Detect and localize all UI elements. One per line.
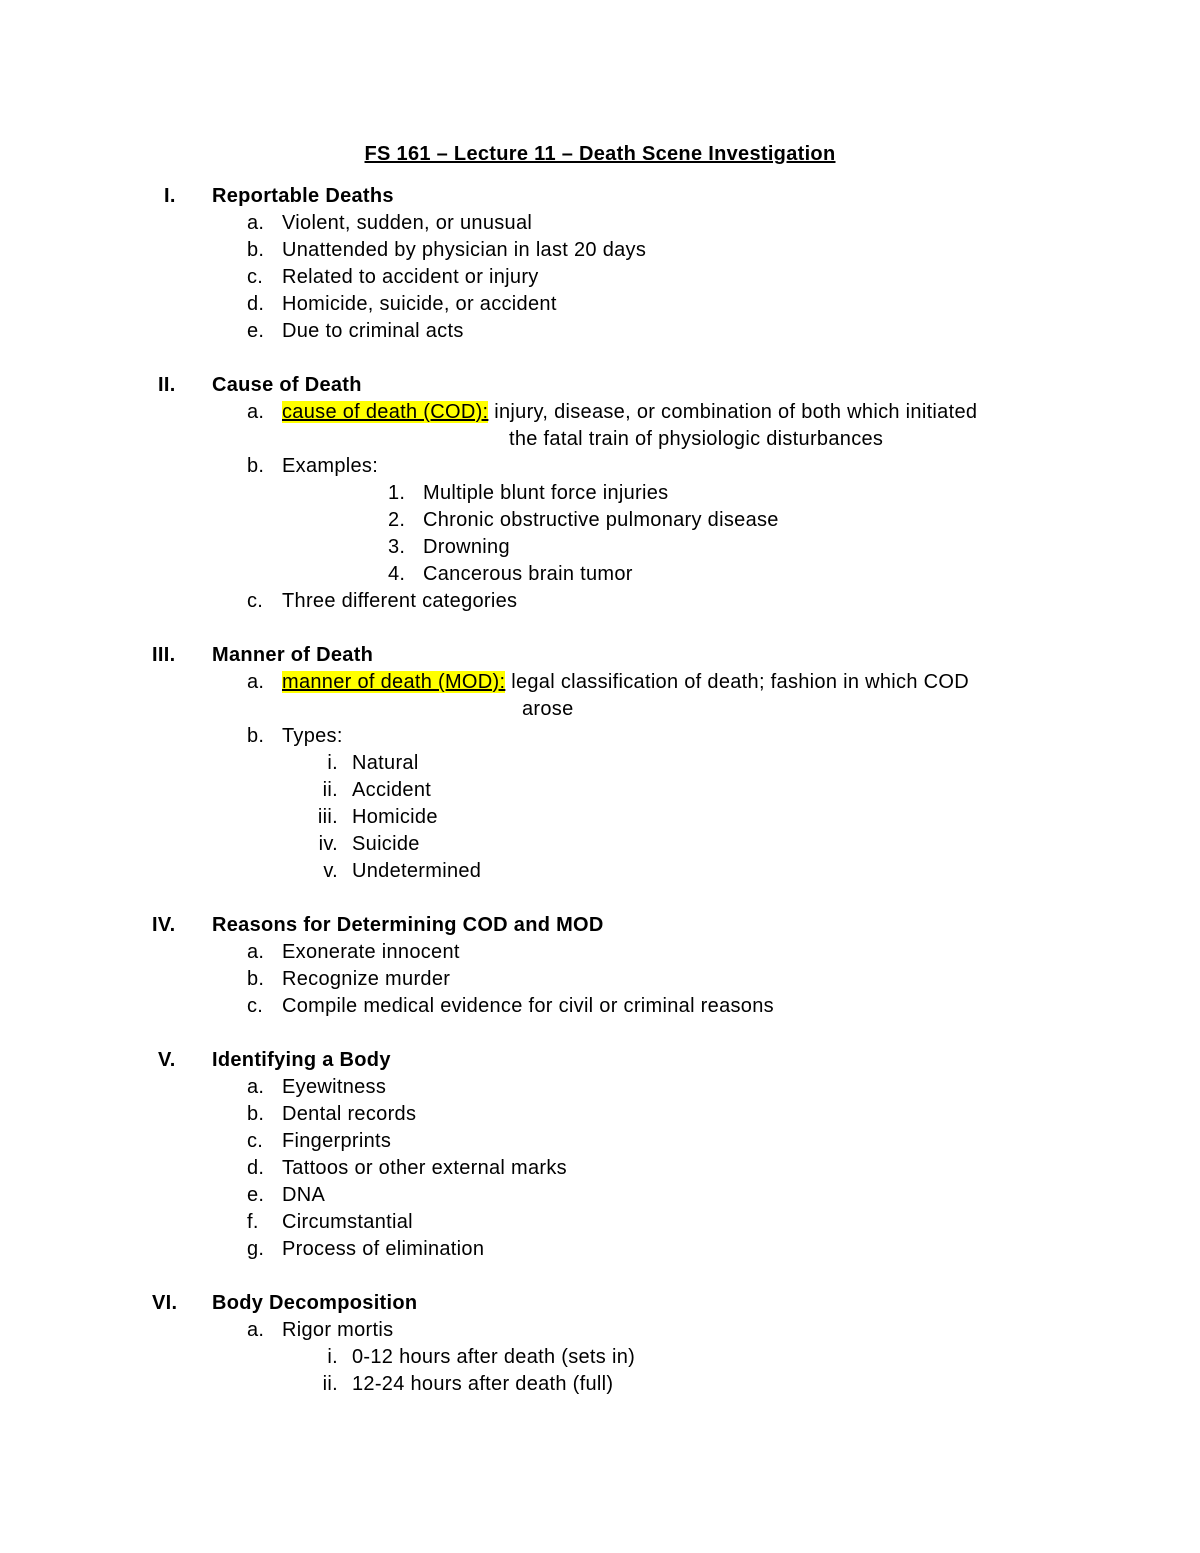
list-marker: a.: [247, 941, 265, 963]
page-title: FS 161 – Lecture 11 – Death Scene Investigation: [364, 143, 836, 165]
list-item: Due to criminal acts: [282, 320, 464, 342]
section-numeral: I.: [164, 185, 176, 207]
definition-continuation: arose: [522, 698, 574, 720]
list-marker: e.: [247, 1184, 265, 1206]
list-item: Examples:: [282, 455, 379, 477]
list-marker: ii.: [322, 1373, 338, 1395]
section-numeral: V.: [158, 1049, 176, 1071]
list-item: Three different categories: [282, 590, 518, 612]
section-heading: Identifying a Body: [212, 1049, 391, 1071]
definition-text: injury, disease, or combination of both which initiated: [488, 401, 978, 423]
list-item: DNA: [282, 1184, 326, 1206]
list-marker: b.: [247, 455, 265, 477]
list-item: Process of elimination: [282, 1238, 485, 1260]
section-heading: Reasons for Determining COD and MOD: [212, 914, 604, 936]
list-item: Violent, sudden, or unusual: [282, 212, 533, 234]
list-marker: c.: [247, 995, 264, 1017]
list-marker: i.: [327, 752, 338, 774]
highlighted-term: cause of death (COD):: [282, 401, 489, 423]
list-marker: 1.: [388, 482, 406, 504]
section-heading: Manner of Death: [212, 644, 374, 666]
section-heading: Reportable Deaths: [212, 185, 394, 207]
section-heading: Cause of Death: [212, 374, 362, 396]
list-marker: 4.: [388, 563, 406, 585]
definition-text: legal classification of death; fashion in which COD: [505, 671, 969, 693]
list-item: Cancerous brain tumor: [423, 563, 633, 585]
list-marker: c.: [247, 266, 264, 288]
section-numeral: IV.: [152, 914, 176, 936]
list-item: Accident: [352, 779, 432, 801]
list-marker: b.: [247, 725, 265, 747]
list-marker: iii.: [317, 806, 338, 828]
list-marker: v.: [323, 860, 338, 882]
list-marker: iv.: [318, 833, 338, 855]
list-marker: c.: [247, 1130, 264, 1152]
list-item: Recognize murder: [282, 968, 451, 990]
list-item: Exonerate innocent: [282, 941, 460, 963]
list-marker: a.: [247, 1076, 265, 1098]
list-marker: 2.: [388, 509, 406, 531]
list-item: 0-12 hours after death (sets in): [352, 1346, 636, 1368]
list-item: Unattended by physician in last 20 days: [282, 239, 647, 261]
list-marker: 3.: [388, 536, 406, 558]
list-marker: d.: [247, 1157, 265, 1179]
list-marker: a.: [247, 671, 265, 693]
list-item: Dental records: [282, 1103, 417, 1125]
list-item: Rigor mortis: [282, 1319, 394, 1341]
list-item: 12-24 hours after death (full): [352, 1373, 614, 1395]
section-numeral: II.: [158, 374, 176, 396]
definition-line: [282, 669, 969, 695]
section-numeral: VI.: [152, 1292, 178, 1314]
list-marker: a.: [247, 212, 265, 234]
list-item: Undetermined: [352, 860, 482, 882]
list-marker: g.: [247, 1238, 265, 1260]
list-marker: i.: [327, 1346, 338, 1368]
list-item: Natural: [352, 752, 419, 774]
definition-line: [282, 399, 977, 425]
section-heading: Body Decomposition: [212, 1292, 418, 1314]
list-marker: b.: [247, 239, 265, 261]
list-marker: c.: [247, 590, 264, 612]
list-item: Compile medical evidence for civil or criminal reasons: [282, 995, 774, 1017]
list-item: Tattoos or other external marks: [282, 1157, 567, 1179]
list-item: Drowning: [423, 536, 510, 558]
list-marker: e.: [247, 320, 265, 342]
list-item: Circumstantial: [282, 1211, 413, 1233]
highlighted-term: manner of death (MOD):: [282, 671, 506, 693]
list-marker: b.: [247, 1103, 265, 1125]
list-marker: a.: [247, 401, 265, 423]
list-item: Homicide, suicide, or accident: [282, 293, 557, 315]
list-item: Eyewitness: [282, 1076, 387, 1098]
list-marker: f.: [247, 1211, 259, 1233]
list-item: Chronic obstructive pulmonary disease: [423, 509, 779, 531]
list-item: Related to accident or injury: [282, 266, 539, 288]
list-item: Types:: [282, 725, 343, 747]
definition-continuation: the fatal train of physiologic disturbances: [509, 428, 884, 450]
list-marker: b.: [247, 968, 265, 990]
list-marker: d.: [247, 293, 265, 315]
list-item: Fingerprints: [282, 1130, 392, 1152]
list-item: Suicide: [352, 833, 420, 855]
section-numeral: III.: [152, 644, 176, 666]
list-item: Multiple blunt force injuries: [423, 482, 669, 504]
list-marker: a.: [247, 1319, 265, 1341]
list-item: Homicide: [352, 806, 438, 828]
list-marker: ii.: [322, 779, 338, 801]
